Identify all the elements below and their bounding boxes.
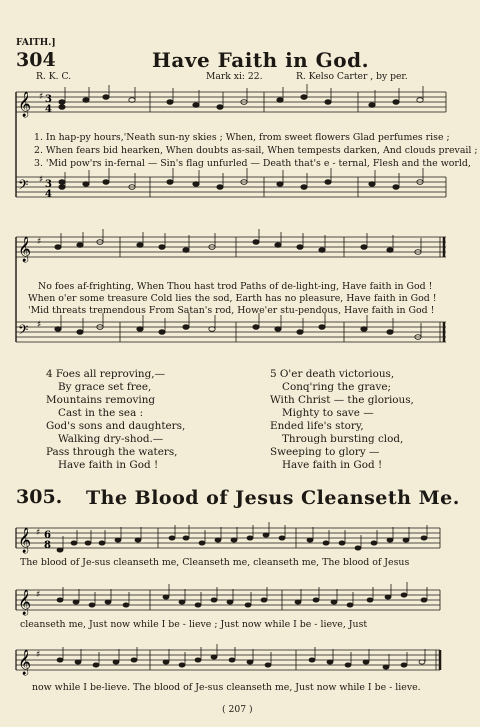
hymn-304-lyric-line: 'Mid threats tremendous From Satan's rod, Howe'er stu-pendous, Have faith in God !: [28, 305, 435, 316]
hymn-305-staves: [0, 522, 480, 707]
hymn-305-lyric-line: The blood of Je-sus cleanseth me, Cleanseth me, cleanseth me, The blood of Jesus: [20, 557, 410, 568]
svg-text:♯: ♯: [39, 92, 44, 102]
svg-text:3: 3: [45, 94, 52, 105]
verse-line: God's sons and daughters,: [46, 420, 186, 432]
verse-line: Have faith in God !: [282, 459, 383, 471]
hymn-305-lyric-line: now while I be-lieve. The blood of Je-sus cleanseth me, Just now while I be - lieve.: [32, 682, 421, 693]
verse-line: Conq'ring the grave;: [282, 381, 391, 393]
svg-text:4: 4: [45, 189, 52, 200]
hymn-304-title: Have Faith in God.: [152, 48, 370, 72]
hymn-304-lyric-line: 3. 'Mid pow'rs in-fernal — Sin's flag unfurled — Death that's e - ternal, Flesh and the world,: [34, 158, 471, 169]
svg-text:𝄞: 𝄞: [18, 237, 32, 262]
svg-text:𝄞: 𝄞: [18, 590, 32, 615]
verse-line: Walking dry-shod.—: [58, 433, 164, 445]
svg-text:𝄢: 𝄢: [18, 177, 29, 196]
verse-line: With Christ — the glorious,: [270, 394, 414, 406]
svg-text:♯: ♯: [36, 650, 41, 660]
svg-text:♯: ♯: [39, 175, 44, 185]
svg-text:♯: ♯: [36, 528, 41, 538]
svg-text:𝄞: 𝄞: [18, 650, 32, 675]
svg-text:♯: ♯: [37, 237, 42, 247]
svg-text:4: 4: [45, 104, 52, 115]
verse-5: [270, 368, 414, 472]
words-attribution: R. K. C.: [36, 71, 72, 82]
hymn-305-number: 305.: [16, 486, 63, 508]
hymn-305-lyric-line: cleanseth me, Just now while I be - lieve ; Just now while I be - lieve, Just: [20, 619, 368, 630]
hymn-304-lyric-line: 2. When fears bid hearken, When doubts as-sail, When tempests darken, And clouds prevail ;: [34, 145, 478, 156]
time-signature-bottom: 8: [44, 540, 51, 551]
svg-text:𝄞: 𝄞: [18, 528, 32, 553]
scripture-reference: Mark xi: 22.: [206, 71, 263, 82]
verse-line: 4 Foes all reproving,—: [46, 368, 165, 380]
hymn-304-lyric-line: No foes af-frighting, When Thou hast trod Paths of de-light-ing, Have faith in God !: [38, 281, 433, 292]
svg-text:3: 3: [45, 179, 52, 190]
verse-line: Mountains removing: [46, 394, 156, 406]
time-signature-top: 6: [44, 530, 51, 541]
verse-line: Sweeping to glory —: [270, 446, 380, 458]
hymn-304-number: 304: [16, 49, 56, 71]
verse-line: Ended life's story,: [270, 420, 364, 432]
composer-attribution: R. Kelso Carter , by per.: [296, 71, 408, 82]
section-header: FAITH.]: [16, 38, 56, 48]
svg-text:𝄢: 𝄢: [18, 322, 29, 341]
hymn-305-title: The Blood of Jesus Cleanseth Me.: [86, 487, 460, 509]
page-number: ( 207 ): [222, 704, 253, 715]
verse-4: [46, 368, 185, 472]
verse-line: 5 O'er death victorious,: [270, 368, 395, 380]
verse-line: Cast in the sea :: [58, 407, 144, 419]
verse-line: Through bursting clod,: [282, 433, 404, 445]
svg-text:♯: ♯: [37, 320, 42, 330]
svg-text:𝄞: 𝄞: [18, 92, 32, 117]
verse-line: By grace set free,: [58, 381, 152, 393]
hymn-304-lyric-line: 1. In hap-py hours,'Neath sun-ny skies ; When, from sweet flowers Glad perfumes rise ;: [34, 132, 450, 143]
verse-line: Pass through the waters,: [46, 446, 178, 458]
verse-line: Have faith in God !: [58, 459, 159, 471]
verse-line: Mighty to save —: [282, 407, 374, 419]
svg-text:♯: ♯: [36, 590, 41, 600]
hymn-304-lyric-line: When o'er some treasure Cold lies the sod, Earth has no pleasure, Have faith in God !: [28, 293, 437, 304]
